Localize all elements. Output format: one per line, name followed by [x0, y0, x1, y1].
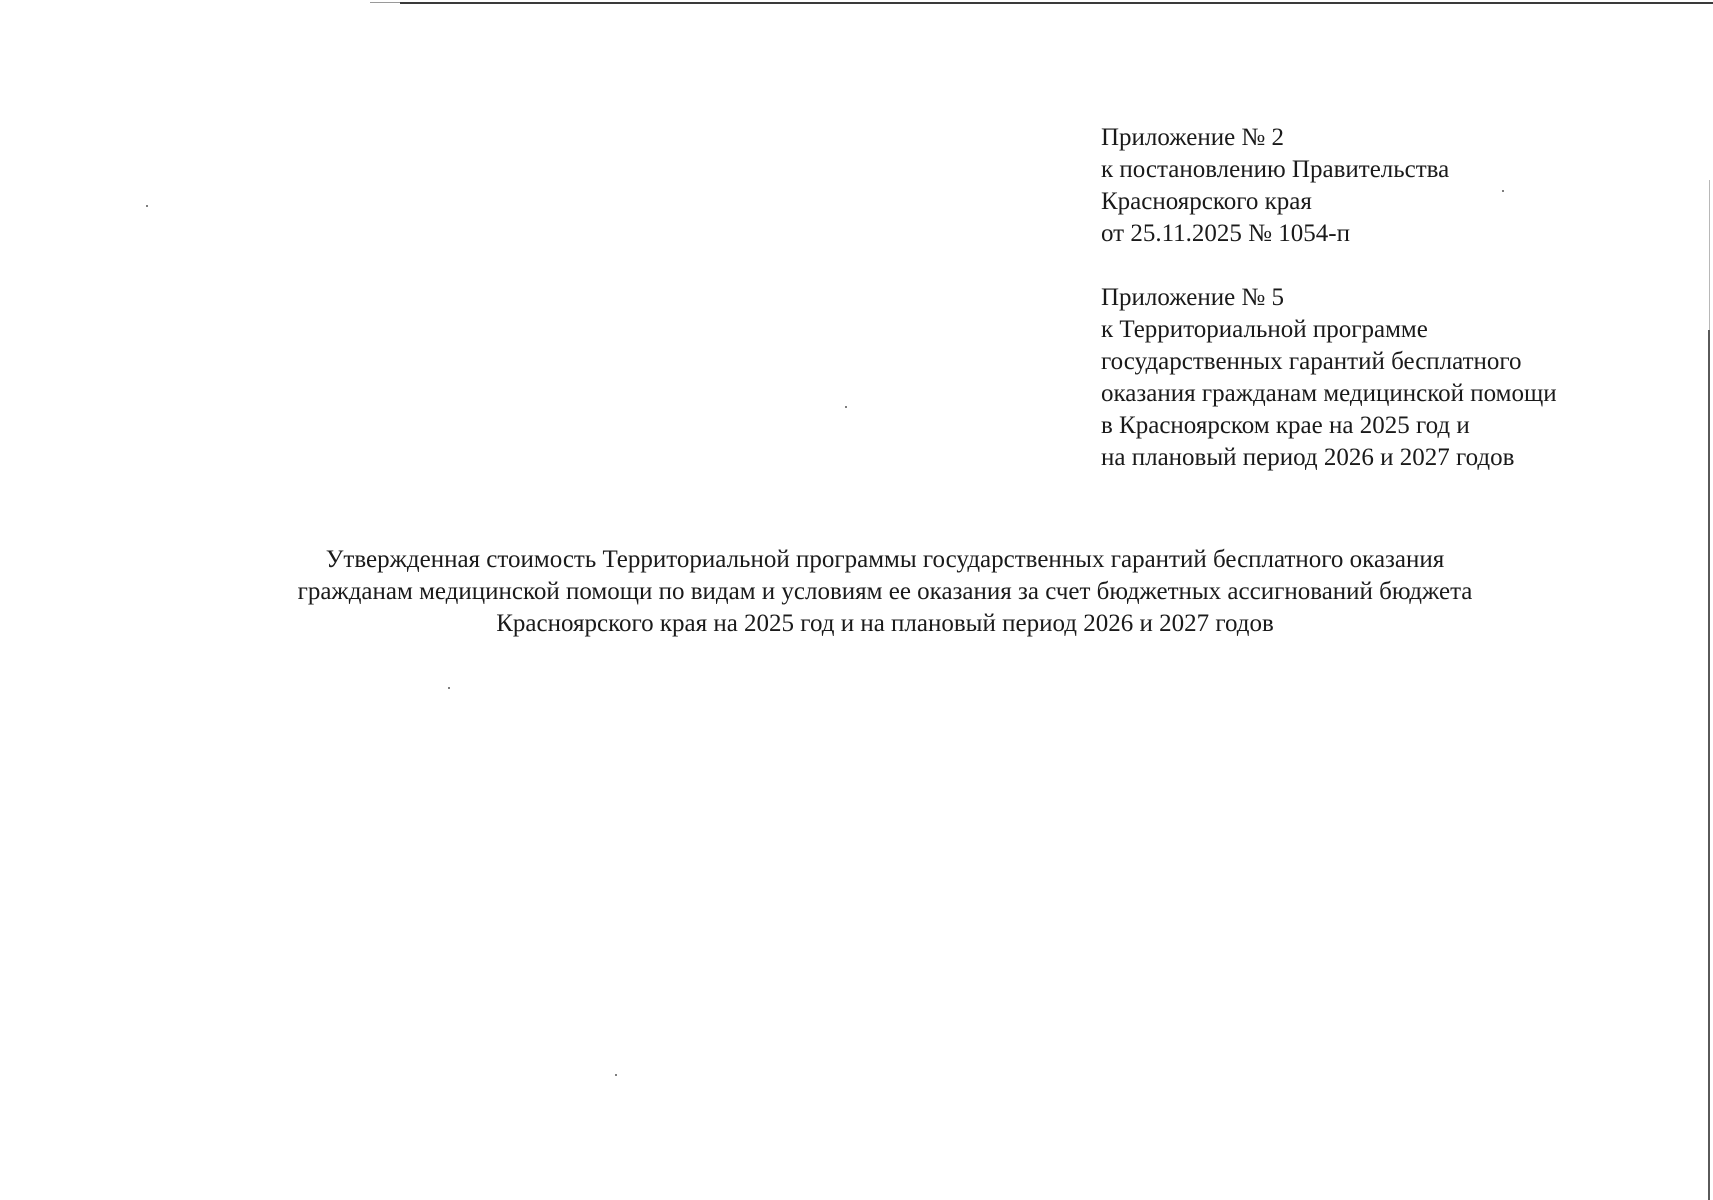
- document-title-line-2: гражданам медицинской помощи по видам и условиям ее оказания за счет бюджетных ассигнований бюджета: [297, 578, 1473, 605]
- header-spacer: [1101, 250, 1557, 282]
- scan-edge-right-faint: [1709, 180, 1710, 330]
- appendix-5-title: Приложение № 5: [1101, 284, 1285, 311]
- appendix-header: [1101, 122, 1557, 474]
- appendix-2-reference: к постановлению Правительства: [1101, 156, 1450, 183]
- document-title-line-3: Красноярского края на 2025 год и на плановый период 2026 и 2027 годов: [496, 610, 1274, 637]
- scan-speck: [448, 687, 450, 689]
- scan-edge-right: [1708, 330, 1710, 1200]
- document-title: [160, 544, 1610, 640]
- appendix-2-region: Красноярского края: [1101, 188, 1312, 215]
- scan-speck: [615, 1074, 617, 1076]
- appendix-5-reference-line-4: в Красноярском крае на 2025 год и: [1101, 412, 1470, 439]
- scan-speck: [146, 205, 148, 207]
- appendix-5-reference-line-3: оказания гражданам медицинской помощи: [1101, 380, 1557, 407]
- appendix-5-reference-line-1: к Территориальной программе: [1101, 316, 1428, 343]
- scan-edge-top: [400, 2, 1713, 4]
- document-title-line-1: Утвержденная стоимость Территориальной программы государственных гарантий бесплатного оказания: [325, 546, 1445, 573]
- appendix-5-reference-line-5: на плановый период 2026 и 2027 годов: [1101, 444, 1515, 471]
- appendix-5-reference-line-2: государственных гарантий бесплатного: [1101, 348, 1522, 375]
- scan-speck: [845, 406, 847, 408]
- appendix-2-title: Приложение № 2: [1101, 124, 1285, 151]
- appendix-2-date-number: от 25.11.2025 № 1054-п: [1101, 220, 1350, 247]
